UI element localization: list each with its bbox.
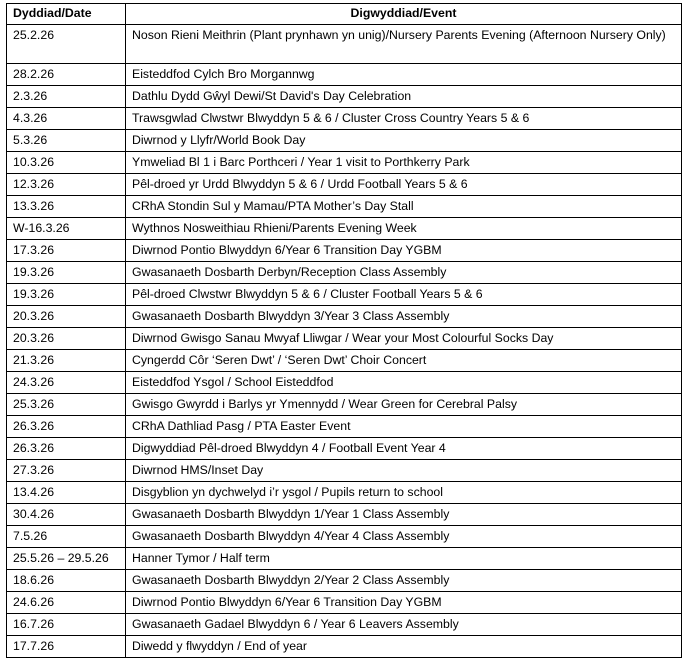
table-row: [7, 438, 682, 460]
date-cell: 19.3.26: [7, 262, 126, 284]
date-cell: 20.3.26: [7, 306, 126, 328]
table-row: [7, 614, 682, 636]
event-cell: Gwasanaeth Dosbarth Blwyddyn 3/Year 3 Class Assembly: [126, 306, 682, 328]
table-row: [7, 196, 682, 218]
date-cell: 12.3.26: [7, 174, 126, 196]
date-cell: 27.3.26: [7, 460, 126, 482]
date-cell: 16.7.26: [7, 614, 126, 636]
date-cell: 25.2.26: [7, 25, 126, 64]
event-cell: CRhA Stondin Sul y Mamau/PTA Mother’s Day Stall: [126, 196, 682, 218]
date-cell: 5.3.26: [7, 130, 126, 152]
date-cell: 25.3.26: [7, 394, 126, 416]
table-row: [7, 328, 682, 350]
table-row: [7, 482, 682, 504]
event-cell: Pêl-droed Clwstwr Blwyddyn 5 & 6 / Cluster Football Years 5 & 6: [126, 284, 682, 306]
table-row: [7, 108, 682, 130]
table-row: [7, 240, 682, 262]
table-row: [7, 416, 682, 438]
event-cell: Diwrnod y Llyfr/World Book Day: [126, 130, 682, 152]
event-cell: Gwasanaeth Dosbarth Blwyddyn 2/Year 2 Class Assembly: [126, 570, 682, 592]
date-column-header: Dyddiad/Date: [7, 4, 126, 25]
event-column-header: Digwyddiad/Event: [126, 4, 682, 25]
date-cell: 21.3.26: [7, 350, 126, 372]
event-cell: Diwedd y flwyddyn / End of year: [126, 636, 682, 658]
date-cell: 24.6.26: [7, 592, 126, 614]
table-row: [7, 130, 682, 152]
table-row: [7, 218, 682, 240]
date-cell: 20.3.26: [7, 328, 126, 350]
date-cell: 19.3.26: [7, 284, 126, 306]
event-cell: Diwrnod Pontio Blwyddyn 6/Year 6 Transition Day YGBM: [126, 240, 682, 262]
date-cell: 17.3.26: [7, 240, 126, 262]
event-cell: Gwasanaeth Dosbarth Blwyddyn 1/Year 1 Class Assembly: [126, 504, 682, 526]
table-row: [7, 350, 682, 372]
events-document: [6, 3, 681, 658]
table-row: [7, 284, 682, 306]
event-cell: Gwasanaeth Gadael Blwyddyn 6 / Year 6 Leavers Assembly: [126, 614, 682, 636]
event-cell: Noson Rieni Meithrin (Plant prynhawn yn unig)/Nursery Parents Evening (Afternoon Nursery Only): [126, 25, 682, 64]
date-cell: 28.2.26: [7, 64, 126, 86]
date-cell: 2.3.26: [7, 86, 126, 108]
table-row: [7, 548, 682, 570]
event-cell: Gwasanaeth Dosbarth Derbyn/Reception Class Assembly: [126, 262, 682, 284]
date-cell: 10.3.26: [7, 152, 126, 174]
header-row: [7, 4, 682, 25]
event-cell: Eisteddfod Cylch Bro Morgannwg: [126, 64, 682, 86]
events-table: [6, 3, 682, 658]
event-cell: Wythnos Nosweithiau Rhieni/Parents Evening Week: [126, 218, 682, 240]
event-cell: Diwrnod Pontio Blwyddyn 6/Year 6 Transition Day YGBM: [126, 592, 682, 614]
date-cell: 13.3.26: [7, 196, 126, 218]
event-cell: Eisteddfod Ysgol / School Eisteddfod: [126, 372, 682, 394]
event-cell: Trawsgwlad Clwstwr Blwyddyn 5 & 6 / Cluster Cross Country Years 5 & 6: [126, 108, 682, 130]
events-table-body: [7, 25, 682, 658]
table-row: [7, 86, 682, 108]
event-cell: Diwrnod Gwisgo Sanau Mwyaf Lliwgar / Wear your Most Colourful Socks Day: [126, 328, 682, 350]
table-row: [7, 592, 682, 614]
table-row: [7, 262, 682, 284]
date-cell: 7.5.26: [7, 526, 126, 548]
event-cell: Gwasanaeth Dosbarth Blwyddyn 4/Year 4 Class Assembly: [126, 526, 682, 548]
date-cell: 30.4.26: [7, 504, 126, 526]
date-cell: 13.4.26: [7, 482, 126, 504]
event-cell: Pêl-droed yr Urdd Blwyddyn 5 & 6 / Urdd Football Years 5 & 6: [126, 174, 682, 196]
event-cell: Digwyddiad Pêl-droed Blwyddyn 4 / Football Event Year 4: [126, 438, 682, 460]
table-row: [7, 25, 682, 64]
event-cell: Diwrnod HMS/Inset Day: [126, 460, 682, 482]
event-cell: Disgyblion yn dychwelyd i’r ysgol / Pupils return to school: [126, 482, 682, 504]
event-cell: Hanner Tymor / Half term: [126, 548, 682, 570]
table-row: [7, 152, 682, 174]
date-cell: 24.3.26: [7, 372, 126, 394]
table-row: [7, 394, 682, 416]
table-row: [7, 64, 682, 86]
table-row: [7, 526, 682, 548]
table-row: [7, 174, 682, 196]
table-row: [7, 306, 682, 328]
date-cell: 25.5.26 – 29.5.26: [7, 548, 126, 570]
event-cell: Ymweliad Bl 1 i Barc Porthceri / Year 1 visit to Porthkerry Park: [126, 152, 682, 174]
event-cell: Gwisgo Gwyrdd i Barlys yr Ymennydd / Wear Green for Cerebral Palsy: [126, 394, 682, 416]
table-row: [7, 372, 682, 394]
table-row: [7, 636, 682, 658]
date-cell: 26.3.26: [7, 416, 126, 438]
table-row: [7, 460, 682, 482]
date-cell: W-16.3.26: [7, 218, 126, 240]
event-cell: Cyngerdd Côr ‘Seren Dwt’ / ‘Seren Dwt’ Choir Concert: [126, 350, 682, 372]
event-cell: CRhA Dathliad Pasg / PTA Easter Event: [126, 416, 682, 438]
date-cell: 17.7.26: [7, 636, 126, 658]
table-row: [7, 504, 682, 526]
date-cell: 18.6.26: [7, 570, 126, 592]
table-row: [7, 570, 682, 592]
date-cell: 4.3.26: [7, 108, 126, 130]
event-cell: Dathlu Dydd Gŵyl Dewi/St David's Day Celebration: [126, 86, 682, 108]
date-cell: 26.3.26: [7, 438, 126, 460]
